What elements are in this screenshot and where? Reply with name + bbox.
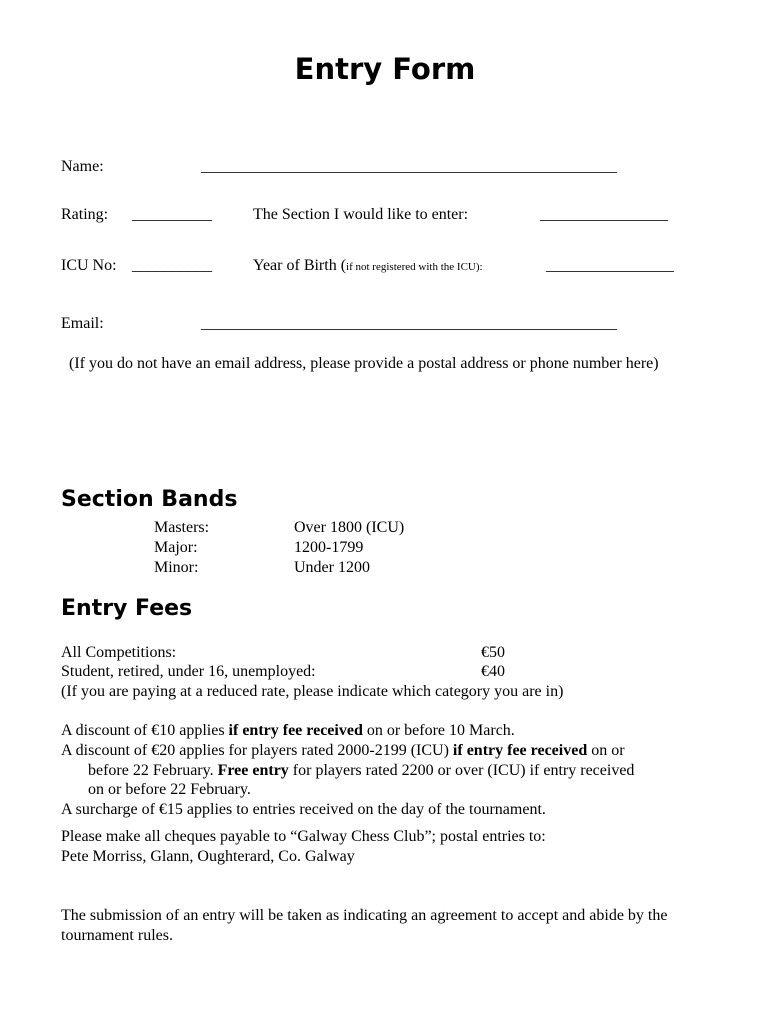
- discount-10-text: A discount of €10 applies if entry fee received on or before 10 March.: [61, 722, 515, 739]
- section-label: The Section I would like to enter:: [253, 206, 469, 223]
- fee-amount-all: €50: [481, 644, 505, 661]
- fee-amount-reduced: €40: [481, 663, 505, 680]
- cheques-text: Please make all cheques payable to “Galway Chess Club”; postal entries to:: [61, 828, 546, 845]
- year-of-birth-field[interactable]: ________________: [546, 257, 674, 274]
- email-field[interactable]: ____________________________________________________: [201, 315, 617, 332]
- band-name: Major:: [154, 539, 198, 556]
- rating-field[interactable]: __________: [132, 206, 212, 223]
- band-name: Masters:: [154, 519, 210, 536]
- rating-label: Rating:: [61, 206, 109, 223]
- band-range: 1200-1799: [294, 539, 364, 556]
- discount-20-text-cont: before 22 February. Free entry for players rated 2200 or over (ICU) if entry received: [88, 762, 635, 779]
- name-field[interactable]: ____________________________________________________: [201, 158, 617, 175]
- discount-20-text: A discount of €20 applies for players rated 2000-2199 (ICU) if entry fee received on or: [61, 742, 625, 759]
- section-bands-heading: Section Bands: [61, 487, 238, 512]
- discount-20-text-end: on or before 22 February.: [88, 781, 251, 798]
- postal-address: Pete Morriss, Glann, Oughterard, Co. Galway: [61, 848, 355, 865]
- reduced-rate-note: (If you are paying at a reduced rate, please indicate which category you are in): [61, 683, 564, 700]
- band-range: Over 1800 (ICU): [294, 519, 405, 536]
- fee-label-reduced: Student, retired, under 16, unemployed:: [61, 663, 316, 680]
- email-note: (If you do not have an email address, please provide a postal address or phone number here): [69, 355, 659, 372]
- band-name: Minor:: [154, 559, 199, 576]
- footer-agreement-text: The submission of an entry will be taken as indicating an agreement to accept and abide by the tournament rules.: [61, 907, 668, 944]
- year-of-birth-label: Year of Birth (if not registered with the ICU):: [253, 257, 483, 274]
- entry-fees-heading: Entry Fees: [61, 596, 193, 621]
- page-title: Entry Form: [294, 52, 476, 86]
- icu-label: ICU No:: [61, 257, 117, 274]
- band-range: Under 1200: [294, 559, 370, 576]
- section-field[interactable]: ________________: [540, 206, 668, 223]
- name-label: Name:: [61, 158, 104, 175]
- surcharge-text: A surcharge of €15 applies to entries received on the day of the tournament.: [61, 801, 546, 818]
- email-label: Email:: [61, 315, 104, 332]
- fee-label-all: All Competitions:: [61, 644, 177, 661]
- icu-field[interactable]: __________: [132, 257, 212, 274]
